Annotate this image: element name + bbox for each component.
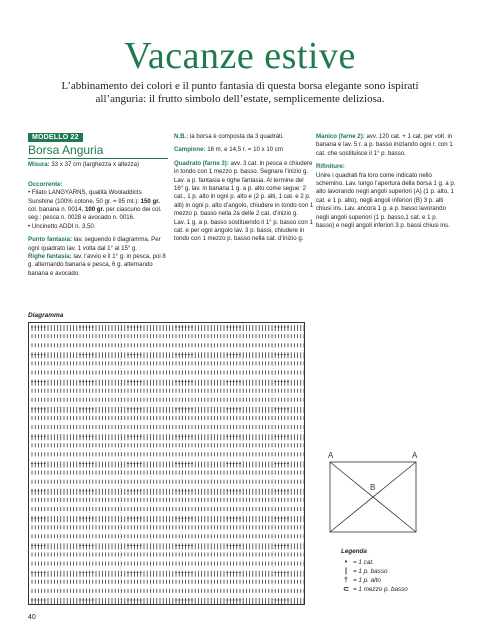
- double-crochet-icon: †: [344, 576, 348, 584]
- column-right: [316, 133, 456, 230]
- yarn-text-2: col. banana n. 0014,: [28, 206, 84, 214]
- stitch-marks: [31, 325, 304, 605]
- legend-item: [341, 585, 451, 594]
- punto-fantasia: [28, 236, 168, 278]
- rifiniture-label: Rifiniture:: [316, 163, 345, 171]
- righe-label: Righe fantasia:: [28, 253, 72, 261]
- schema-label-a-right: A: [412, 451, 418, 460]
- legend-item: [341, 567, 451, 576]
- manico: [316, 133, 456, 158]
- legend-item-label: = 1 cat.: [353, 558, 374, 566]
- rifiniture-text: Unire i quadrati fra loro come indicato nello schemino. Lav. lungo l’apertura della borsa 1 g. a p. alto lavorando negli angoli superiori (A) (1 p. alto, 1 cat. e 1 p. alto), negli angoli inferiori (B) 3 p. alti chiusi ins. Lav. ancora 1 g. a p. basso lavorando negli angoli superiori (1 p. basso,1 cat. e 1 p. basso) e negli angoli inferiori 3 p. bassi chiusi ins.: [316, 171, 456, 230]
- model-badge: MODELLO 22: [28, 133, 83, 142]
- campione-label: Campione:: [174, 146, 206, 154]
- crochet-chart: [29, 323, 305, 605]
- yarn-item: [28, 189, 168, 223]
- nb-text: la borsa è composta da 3 quadrati.: [189, 133, 284, 140]
- quadrato-label: Quadrato (farne 3):: [174, 159, 229, 167]
- manico-text: avv. 120 cat. + 1 cat. per volt. in banana e lav. 5 r. a p. basso iniziando ogni r. con 1 cat. che sostituisce il 1° p. basso.: [316, 133, 453, 157]
- nb-note: [174, 133, 314, 141]
- schema-label-a-left: A: [328, 451, 334, 460]
- quadrato-text: avv. 3 cat. in pesca e chiudere in tondo con 1 mezzo p. basso. Segnare l’inizio g. Lav. a p. fantasia e righe fantasia. Al termine del 16° g. lav. in banana 1 g. a p. alto come segue: 2 cat., 1 p. alto in ogni p. alto e (2 p. alti, 1 cat. e 2 p. alti) in ogni p. alto d’angolo, chiudere in tondo con 1 mezzo p. basso nella 2a delle 2 cat. d’inizio g.: [174, 159, 314, 218]
- quadrato: [174, 160, 314, 219]
- campione: [174, 146, 314, 154]
- diagram-stitch-pattern: [31, 325, 304, 605]
- diagram-label: Diagramma: [28, 312, 64, 319]
- campione-text: 16 m. e 14,5 r. = 10 x 10 cm: [207, 146, 283, 154]
- measure-value: 33 x 37 cm (larghezza x altezza): [51, 161, 140, 169]
- measure: [28, 161, 168, 169]
- legend-item-label: = 1 mezzo p. basso: [353, 585, 408, 593]
- slip-stitch-icon: ⊂: [343, 585, 349, 593]
- legend-title: Legenda: [341, 548, 367, 555]
- yarn-amount-2: 100 gr.: [84, 206, 105, 214]
- legend-item-label: = 1 p. basso: [353, 567, 388, 575]
- model-name: Borsa Anguria: [28, 143, 168, 159]
- assembly-schema: [318, 448, 428, 538]
- manico-label: Manico (farne 2):: [316, 133, 365, 140]
- single-crochet-icon: |: [345, 567, 347, 575]
- legend-item-label: = 1 p. alto: [353, 576, 381, 584]
- column-middle: [174, 133, 314, 244]
- chain-stitch-icon: •: [344, 558, 348, 566]
- legend-item: [341, 576, 451, 585]
- hook-item: • Uncinetto ADDI n. 3,50.: [28, 222, 96, 230]
- legend: [341, 548, 451, 594]
- yarn-amount-1: 150 gr.: [140, 197, 160, 205]
- crochet-diagram: [28, 322, 305, 605]
- quadrato-continued: Lav. 1 g. a p. basso sostituendo il 1° p. basso con 1 cat. e per ogni angolo lav. 3 p. bassi, chiudere in tondo con 1 mezzo p. basso nella cat. d’inizio g.: [174, 218, 313, 243]
- intro-text: L’abbinamento dei colori e il punto fantasia di questa borsa elegante sono ispirati all’anguria: il frutto simbolo dell’estate, semplicemente deliziosa.: [61, 80, 419, 105]
- yarn-text-3: per ciascuno dei col. seg.: pesca n. 0028 e avocado n. 0016.: [28, 206, 162, 222]
- yarn-text-1: • Filato LANGYARNS, qualità Wooladdicts Sunshine (100% cotone, 50 gr. = 95 mt.):: [28, 189, 142, 205]
- page-number: 40: [28, 614, 36, 621]
- column-left: [28, 133, 168, 283]
- occorrente-heading: Occorrente:: [28, 180, 63, 188]
- punto-text: lav. seguendo il diagramma. Per ogni quadrato lav. 1 volta dal 1° al 15° g.: [28, 236, 161, 252]
- legend-item: [341, 558, 451, 567]
- page-title: Vacanze estive: [124, 35, 356, 77]
- punto-label: Punto fantasia:: [28, 236, 73, 244]
- nb-label: N.B.:: [174, 133, 189, 140]
- righe-text: lav. l’avvio e il 1° g. in pesca, poi 8 g. alternando banana e pesca, 6 g. alternando banana e avocado.: [28, 253, 166, 277]
- schema-label-b: B: [370, 483, 376, 492]
- measure-label: Misura:: [28, 161, 50, 169]
